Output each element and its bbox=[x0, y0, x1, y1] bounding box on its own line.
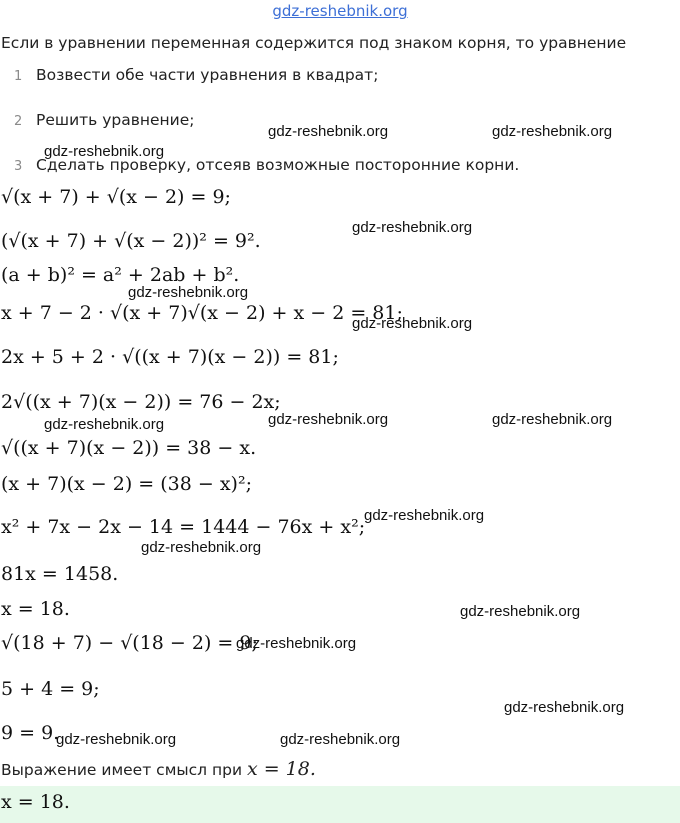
math-line-10: 81x = 1458. bbox=[1, 563, 119, 585]
conclusion-math: x = 18. bbox=[246, 758, 316, 780]
step-item-1 bbox=[14, 66, 378, 84]
step-number: 3 bbox=[14, 159, 23, 174]
math-line-4: x + 7 − 2 · √(x + 7)√(x − 2) + x − 2 = 81; bbox=[1, 302, 403, 324]
watermark-text: gdz-reshebnik.org bbox=[492, 123, 613, 140]
answer-box bbox=[0, 786, 680, 823]
math-line-9: x² + 7x − 2x − 14 = 1444 − 76x + x²; bbox=[1, 516, 366, 538]
watermark-text: gdz-reshebnik.org bbox=[492, 411, 613, 428]
math-line-3: (a + b)² = a² + 2ab + b². bbox=[1, 264, 240, 286]
watermark-text: gdz-reshebnik.org bbox=[352, 315, 473, 332]
watermark-text: gdz-reshebnik.org bbox=[364, 507, 485, 524]
top-watermark-link[interactable]: gdz-reshebnik.org bbox=[272, 2, 408, 20]
math-line-11: x = 18. bbox=[1, 598, 70, 620]
math-line-6: 2√((x + 7)(x − 2)) = 76 − 2x; bbox=[1, 391, 281, 413]
math-line-8: (x + 7)(x − 2) = (38 − x)²; bbox=[1, 473, 252, 495]
intro-text: Если в уравнении переменная содержится под знаком корня, то уравнение bbox=[1, 34, 627, 52]
watermark-text: gdz-reshebnik.org bbox=[128, 284, 249, 301]
conclusion bbox=[1, 758, 316, 780]
watermark-text: gdz-reshebnik.org bbox=[268, 411, 389, 428]
watermark-text: gdz-reshebnik.org bbox=[268, 123, 389, 140]
step-text: Сделать проверку, отсеяв возможные посторонние корни. bbox=[36, 156, 520, 174]
math-line-13: 5 + 4 = 9; bbox=[1, 678, 100, 700]
watermark-text: gdz-reshebnik.org bbox=[504, 699, 625, 716]
step-number: 2 bbox=[14, 114, 23, 129]
math-line-7: √((x + 7)(x − 2)) = 38 − x. bbox=[1, 437, 257, 459]
answer-text: x = 18. bbox=[1, 791, 70, 813]
step-number: 1 bbox=[14, 69, 23, 84]
math-line-12: √(18 + 7) − √(18 − 2) = 9; bbox=[1, 632, 258, 654]
watermark-text: gdz-reshebnik.org bbox=[280, 731, 401, 748]
watermark-text: gdz-reshebnik.org bbox=[141, 539, 262, 556]
watermark-text: gdz-reshebnik.org bbox=[44, 143, 165, 160]
watermark-text: gdz-reshebnik.org bbox=[352, 219, 473, 236]
step-item-2 bbox=[14, 111, 195, 129]
math-line-14: 9 = 9. bbox=[1, 722, 60, 744]
math-line-5: 2x + 5 + 2 · √((x + 7)(x − 2)) = 81; bbox=[1, 346, 339, 368]
step-text: Решить уравнение; bbox=[36, 111, 195, 129]
watermark-text: gdz-reshebnik.org bbox=[460, 603, 581, 620]
watermark-text: gdz-reshebnik.org bbox=[236, 635, 357, 652]
math-line-1: √(x + 7) + √(x − 2) = 9; bbox=[1, 186, 231, 208]
math-line-2: (√(x + 7) + √(x − 2))² = 9². bbox=[1, 230, 261, 252]
step-text: Возвести обе части уравнения в квадрат; bbox=[36, 66, 379, 84]
conclusion-text: Выражение имеет смысл при bbox=[1, 761, 243, 779]
watermark-text: gdz-reshebnik.org bbox=[56, 731, 177, 748]
watermark-text: gdz-reshebnik.org bbox=[44, 416, 165, 433]
